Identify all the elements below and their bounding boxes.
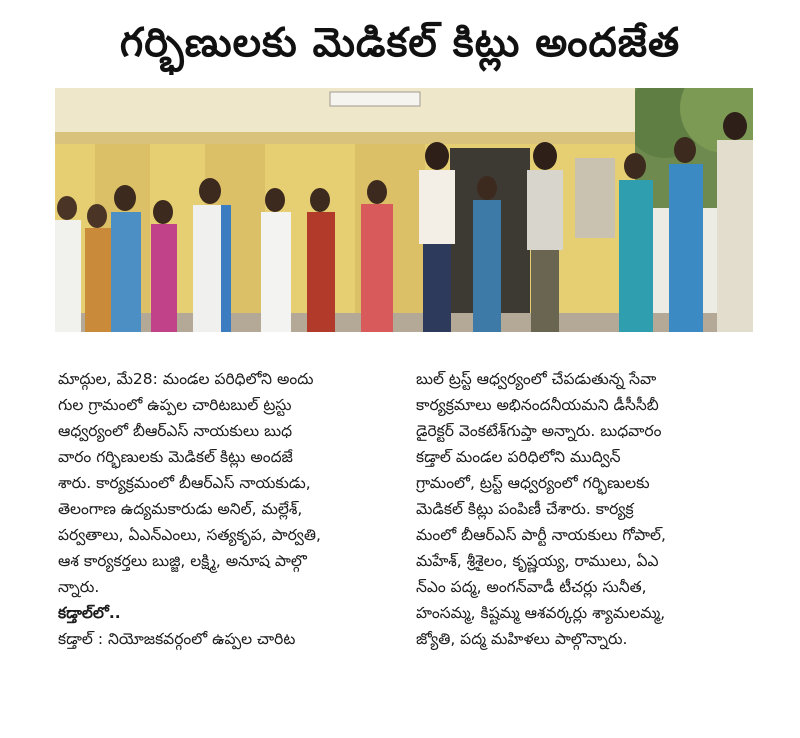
- left-line-7: పర్వతాలు, ఏఎన్ఎంలు, సత్యకృప, పార్వతి,: [58, 526, 321, 544]
- left-line-4: వారం గర్భిణులకు మెడికల్ కిట్లు అందజే: [58, 448, 293, 466]
- right-line-7: మంలో బీఆర్ఎస్ పార్టీ నాయకులు గోపాల్,: [416, 526, 666, 544]
- group-photo-illustration: [55, 88, 753, 332]
- right-line-11: జ్యోతి, పద్మ మహిళలు పాల్గొన్నారు.: [416, 630, 628, 648]
- right-line-6: మెడికల్ కిట్లు పంపిణీ చేశారు. కార్యక్ర: [416, 500, 634, 518]
- left-tail-line: కడ్తాల్ : నియోజకవర్గంలో ఉప్పల చారిట: [58, 630, 296, 648]
- left-line-8: ఆశ కార్యకర్తలు బుజ్జి, లక్ష్మి, అనూష పాల్గొ: [58, 552, 307, 570]
- right-line-1: బుల్ ట్రస్ట్ ఆధ్వర్యంలో చేపడుతున్న సేవా: [416, 370, 657, 388]
- article-column-right: [416, 366, 756, 652]
- news-photo: [55, 88, 753, 332]
- right-line-4: కడ్తాల్ మండల పరిధిలోని ముద్విన్: [416, 448, 621, 466]
- left-line-5: శారు. కార్యక్రమంలో బీఆర్ఎస్ నాయకుడు,: [58, 474, 311, 492]
- headline: గర్భిణులకు మెడికల్ కిట్లు అందజేత: [119, 20, 681, 66]
- right-line-3: డైరెక్టర్ వెంకటేశ్‌గుప్తా అన్నారు. బుధవారం: [416, 422, 662, 440]
- article-column-left: [58, 366, 398, 652]
- left-line-6: తెలంగాణ ఉద్యమకారుడు అనిల్, మల్లేశ్,: [58, 500, 303, 518]
- right-line-9: న్ఎం పద్మ, అంగన్‌వాడీ టీచర్లు సునీత,: [416, 578, 647, 596]
- left-line-3: ఆధ్వర్యంలో బీఆర్ఎస్ నాయకులు బుధ: [58, 422, 293, 440]
- left-line-9: న్నారు.: [58, 578, 100, 596]
- right-line-2: కార్యక్రమాలు అభినందనీయమని డీసీసీబీ: [416, 396, 659, 414]
- section-subhead: కడ్తాల్‌లో..: [58, 604, 121, 622]
- left-line-2: గుల గ్రామంలో ఉప్పల చారిటబుల్ ట్రస్టు: [58, 396, 292, 414]
- right-line-5: గ్రామంలో, ట్రస్ట్ ఆధ్వర్యంలో గర్భిణులకు: [416, 474, 650, 492]
- left-line-1: మాద్గుల, మే28: మండల పరిధిలోని అందు: [58, 370, 314, 388]
- right-line-10: హంసమ్మ, కిష్టమ్మ ఆశవర్కర్లు శ్యామలమ్మ,: [416, 604, 666, 622]
- right-line-8: మహేశ్, శ్రీశైలం, కృష్ణయ్య, రాములు, ఏఎ: [416, 552, 659, 570]
